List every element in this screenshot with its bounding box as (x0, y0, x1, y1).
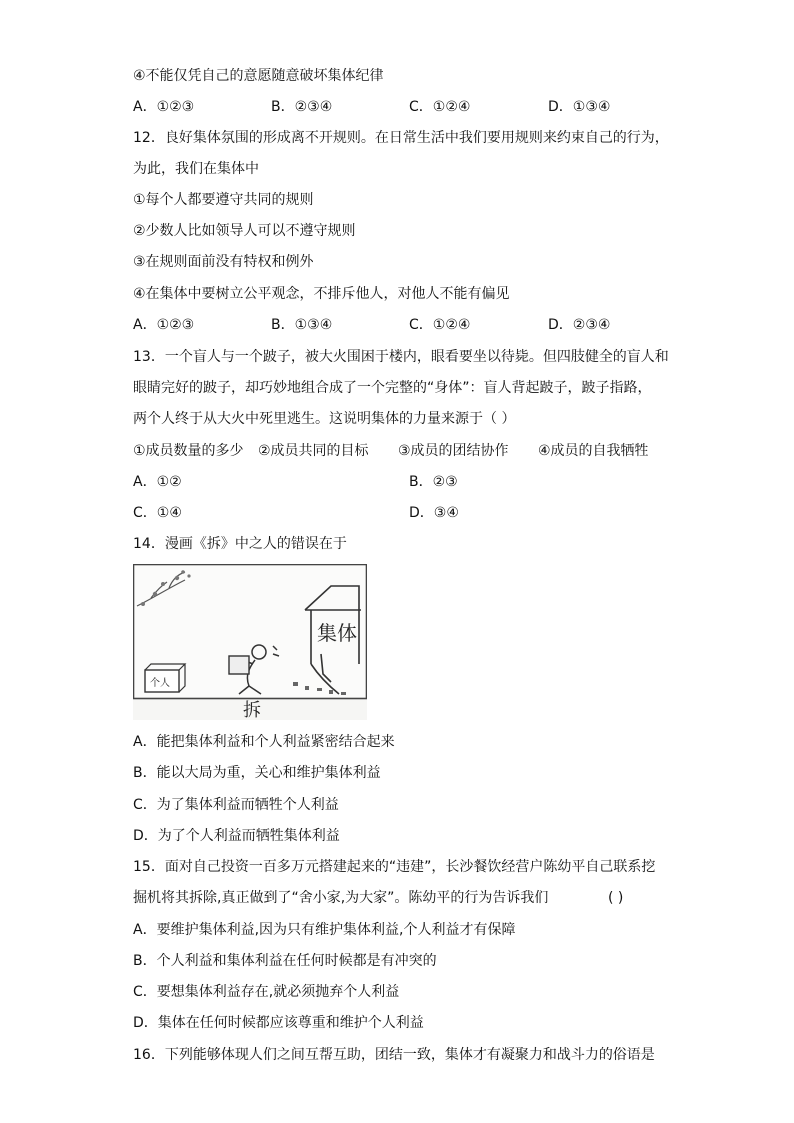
q14-option-d: D．为了个人利益而牺牲集体利益 (133, 828, 340, 844)
q12-item-3: ③在规则面前没有特权和例外 (133, 254, 314, 270)
q12-item-2: ②少数人比如领导人可以不遵守规则 (133, 223, 356, 239)
q11-option-c: C．①②④ (409, 99, 471, 115)
q13-option-a: A．①② (133, 474, 182, 490)
q14-option-a: A．能把集体利益和个人利益紧密结合起来 (133, 734, 395, 750)
q13-item-3: ③成员的团结协作 (398, 443, 509, 459)
q11-item-4: ④不能仅凭自己的意愿随意破坏集体纪律 (133, 68, 384, 84)
q11-option-d: D．①③④ (548, 99, 611, 115)
q13-item-1: ①成员数量的多少 (133, 443, 244, 459)
q15-stem-cont: 掘机将其拆除,真正做到了“舍小家,为大家”。陈幼平的行为告诉我们 (133, 890, 549, 906)
individual-box-label: 个人 (150, 678, 170, 689)
q15-stem: 15．面对自己投资一百多万元搭建起来的“违建”，长沙餐饮经营户陈幼平自己联系挖 (133, 859, 656, 875)
q11-option-b: B．②③④ (271, 99, 333, 115)
q11-option-a: A．①②③ (133, 99, 195, 115)
q13-stem-cont-2: 两个人终于从大火中死里逃生。这说明集体的力量来源于（ ） (133, 411, 516, 427)
q15-option-d: D．集体在任何时候都应该尊重和维护个人利益 (133, 1015, 424, 1031)
q13-item-4: ④成员的自我牺牲 (538, 443, 649, 459)
cartoon-chai-image (133, 564, 367, 720)
q12-item-4: ④在集体中要树立公平观念，不排斥他人，对他人不能有偏见 (133, 286, 510, 302)
cartoon-caption: 拆 (243, 700, 261, 720)
q13-option-c: C．①④ (133, 505, 182, 521)
q13-item-2: ②成员共同的目标 (258, 443, 369, 459)
house-label: 集体 (317, 621, 357, 645)
q12-option-b: B．①③④ (271, 317, 333, 333)
q14-option-b: B．能以大局为重，关心和维护集体利益 (133, 765, 381, 781)
q13-stem-cont: 眼睛完好的跛子，却巧妙地组合成了一个完整的“身体”：盲人背起跛子，跛子指路， (133, 380, 652, 396)
q15-answer-paren: ( ) (608, 890, 624, 906)
q15-option-a: A．要维护集体利益,因为只有维护集体利益,个人利益才有保障 (133, 922, 516, 938)
q13-option-d: D．③④ (409, 505, 459, 521)
q12-stem: 12．良好集体氛围的形成离不开规则。在日常生活中我们要用规则来约束自己的行为， (133, 130, 669, 146)
q14-option-c: C．为了集体利益而牺牲个人利益 (133, 797, 339, 813)
q12-option-a: A．①②③ (133, 317, 195, 333)
q12-stem-cont: 为此，我们在集体中 (133, 161, 259, 177)
q12-item-1: ①每个人都要遵守共同的规则 (133, 192, 314, 208)
q12-option-c: C．①②④ (409, 317, 471, 333)
carried-block (229, 656, 249, 674)
q14-stem: 14．漫画《拆》中之人的错误在于 (133, 536, 347, 552)
q13-stem: 13．一个盲人与一个跛子，被大火围困于楼内，眼看要坐以待毙。但四肢健全的盲人和 (133, 349, 669, 365)
q12-option-d: D．②③④ (548, 317, 611, 333)
q15-option-c: C．要想集体利益存在,就必须抛弃个人利益 (133, 984, 400, 1000)
q15-option-b: B．个人利益和集体利益在任何时候都是有冲突的 (133, 953, 437, 969)
q16-stem: 16．下列能够体现人们之间互帮互助，团结一致，集体才有凝聚力和战斗力的俗语是 (133, 1047, 655, 1063)
q13-option-b: B．②③ (409, 474, 458, 490)
